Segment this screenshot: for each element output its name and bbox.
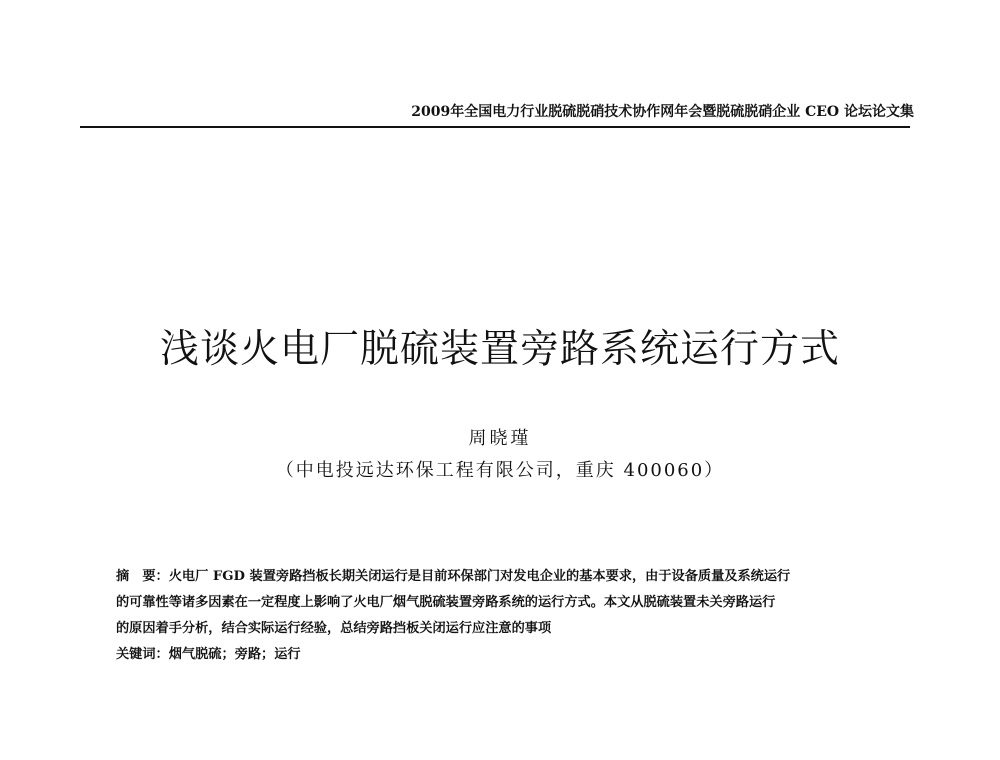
paper-title: 浅谈火电厂脱硫装置旁路系统运行方式: [159, 327, 840, 372]
header-rule: [80, 126, 910, 128]
running-header: 2009年全国电力行业脱硫脱硝技术协作网年会暨脱硫脱硝企业 CEO 论坛论文集: [411, 104, 914, 120]
abstract-text-3: 的原因着手分析，结合实际运行经验，总结旁路挡板关闭运行应注意的事项: [116, 621, 552, 636]
abstract-block: [116, 564, 886, 668]
keywords-text: 烟气脱硫；旁路；运行: [168, 647, 301, 662]
abstract-line-2: [116, 590, 886, 616]
abstract-text-2: 的可靠性等诸多因素在一定程度上影响了火电厂烟气脱硫装置旁路系统的运行方式。本文从脱硫装置未关旁路运行: [116, 595, 776, 610]
author-affiliation: （中电投远达环保工程有限公司，重庆 400060）: [275, 460, 725, 481]
author-name: 周晓瑾: [468, 428, 532, 449]
keywords-line: [116, 642, 886, 668]
abstract-line-3: [116, 616, 886, 642]
abstract-text-1: 火电厂 FGD 装置旁路挡板长期关闭运行是目前环保部门对发电企业的基本要求，由于设备质量及系统运行: [168, 569, 791, 584]
keywords-label: 关键词：: [116, 647, 169, 662]
abstract-line-1: [116, 564, 886, 590]
abstract-label: 摘 要：: [116, 569, 169, 584]
